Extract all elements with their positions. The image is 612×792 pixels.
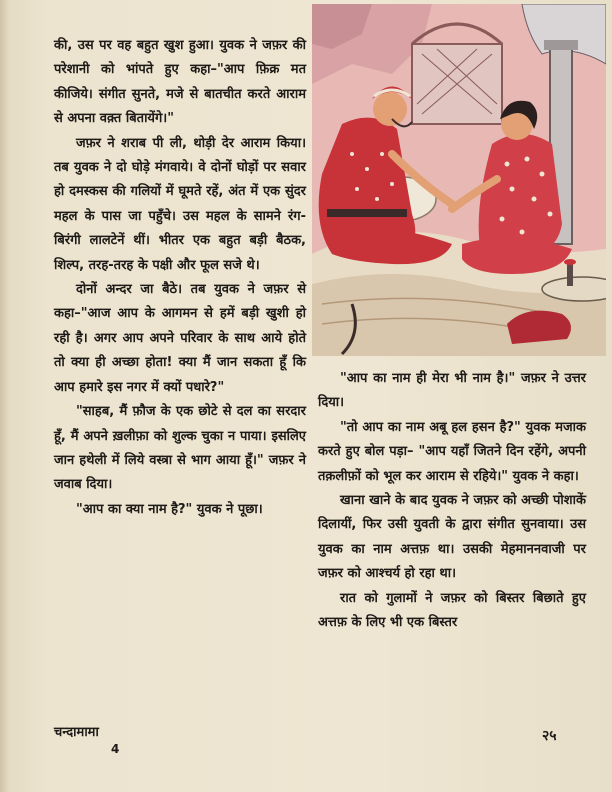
binding-edge (0, 0, 10, 792)
paragraph: दोनों अन्दर जा बैठे। तब युवक ने जफ़र से कहा–"आज आप के आगमन से हमें बड़ी खुशी हो रही है। अगर आप अपने परिवार के साथ आये होते तो क्या ही अच्छा होता! क्या मैं जान सकता हूँ कि आप हमारे इस नगर में क्यों पधारे?" (54, 282, 306, 395)
paragraph: जफ़र ने शराब पी ली, थोड़ी देर आराम किया। तब युवक ने दो घोड़े मंगवाये। वे दोनों घोड़ों पर सवार हो दमस्कस की गलियों में घूमते रहें, अंत में एक सुंदर महल के पास जा पहुँचे। उस महल के सामने रंग-बिरंगी लालटेनें थीं। भीतर एक बहुत बड़ी बैठक, शिल्प, तरह-तरह के पक्षी और फूल सजे थे। (54, 135, 306, 273)
paragraph: "साहब, मैं फ़ौज के एक छोटे से दल का सरदार हूँ, मैं अपने ख़लीफ़ा को शुल्क चुका न पाया। इसलिए जान हथेली में लिये वस्त्रा से भाग आया हूँ।" जफ़र ने जवाब दिया। (54, 404, 306, 493)
issue-marker: 4 (111, 742, 120, 756)
left-text-column (54, 34, 306, 522)
story-illustration (312, 4, 606, 356)
page-number: २५ (542, 728, 557, 744)
paragraph: "आप का क्या नाम है?" युवक ने पूछा। (76, 501, 263, 517)
paragraph: "आप का नाम ही मेरा भी नाम है।" जफ़र ने उत्तर दिया। (318, 371, 586, 411)
paragraph: की, उस पर वह बहुत खुश हुआ। युवक ने जफ़र की परेशानी को भांपते हुए कहा–"आप फ़िक्र मत कीजिये। संगीत सुनते, मजे से बातचीत करते आराम से अपना वक़्त बितायेंगे।" (54, 38, 306, 127)
right-text-column (318, 367, 586, 635)
paragraph: "तो आप का नाम अबू हल हसन है?" युवक मजाक करते हुए बोल पड़ा– "आप यहाँ जितने दिन रहेंगे, अपनी तक़लीफ़ों को भूल कर आराम से रहिये।" युवक ने कहा। (318, 419, 586, 484)
paragraph: खाना खाने के बाद युवक ने जफ़र को अच्छी पोशाकें दिलायीं, फिर उसी युवती के द्वारा संगीत सुनवाया। उस युवक का नाम अत्तफ़ था। उसकी मेहमाननवाजी पर जफ़र को आश्चर्य हो रहा था। (318, 493, 586, 582)
magazine-name: चन्दामामा (54, 725, 99, 740)
paragraph: रात को गुलामों ने जफ़र को बिस्तर बिछाते हुए अत्तफ़ के लिए भी एक बिस्तर (318, 590, 586, 631)
